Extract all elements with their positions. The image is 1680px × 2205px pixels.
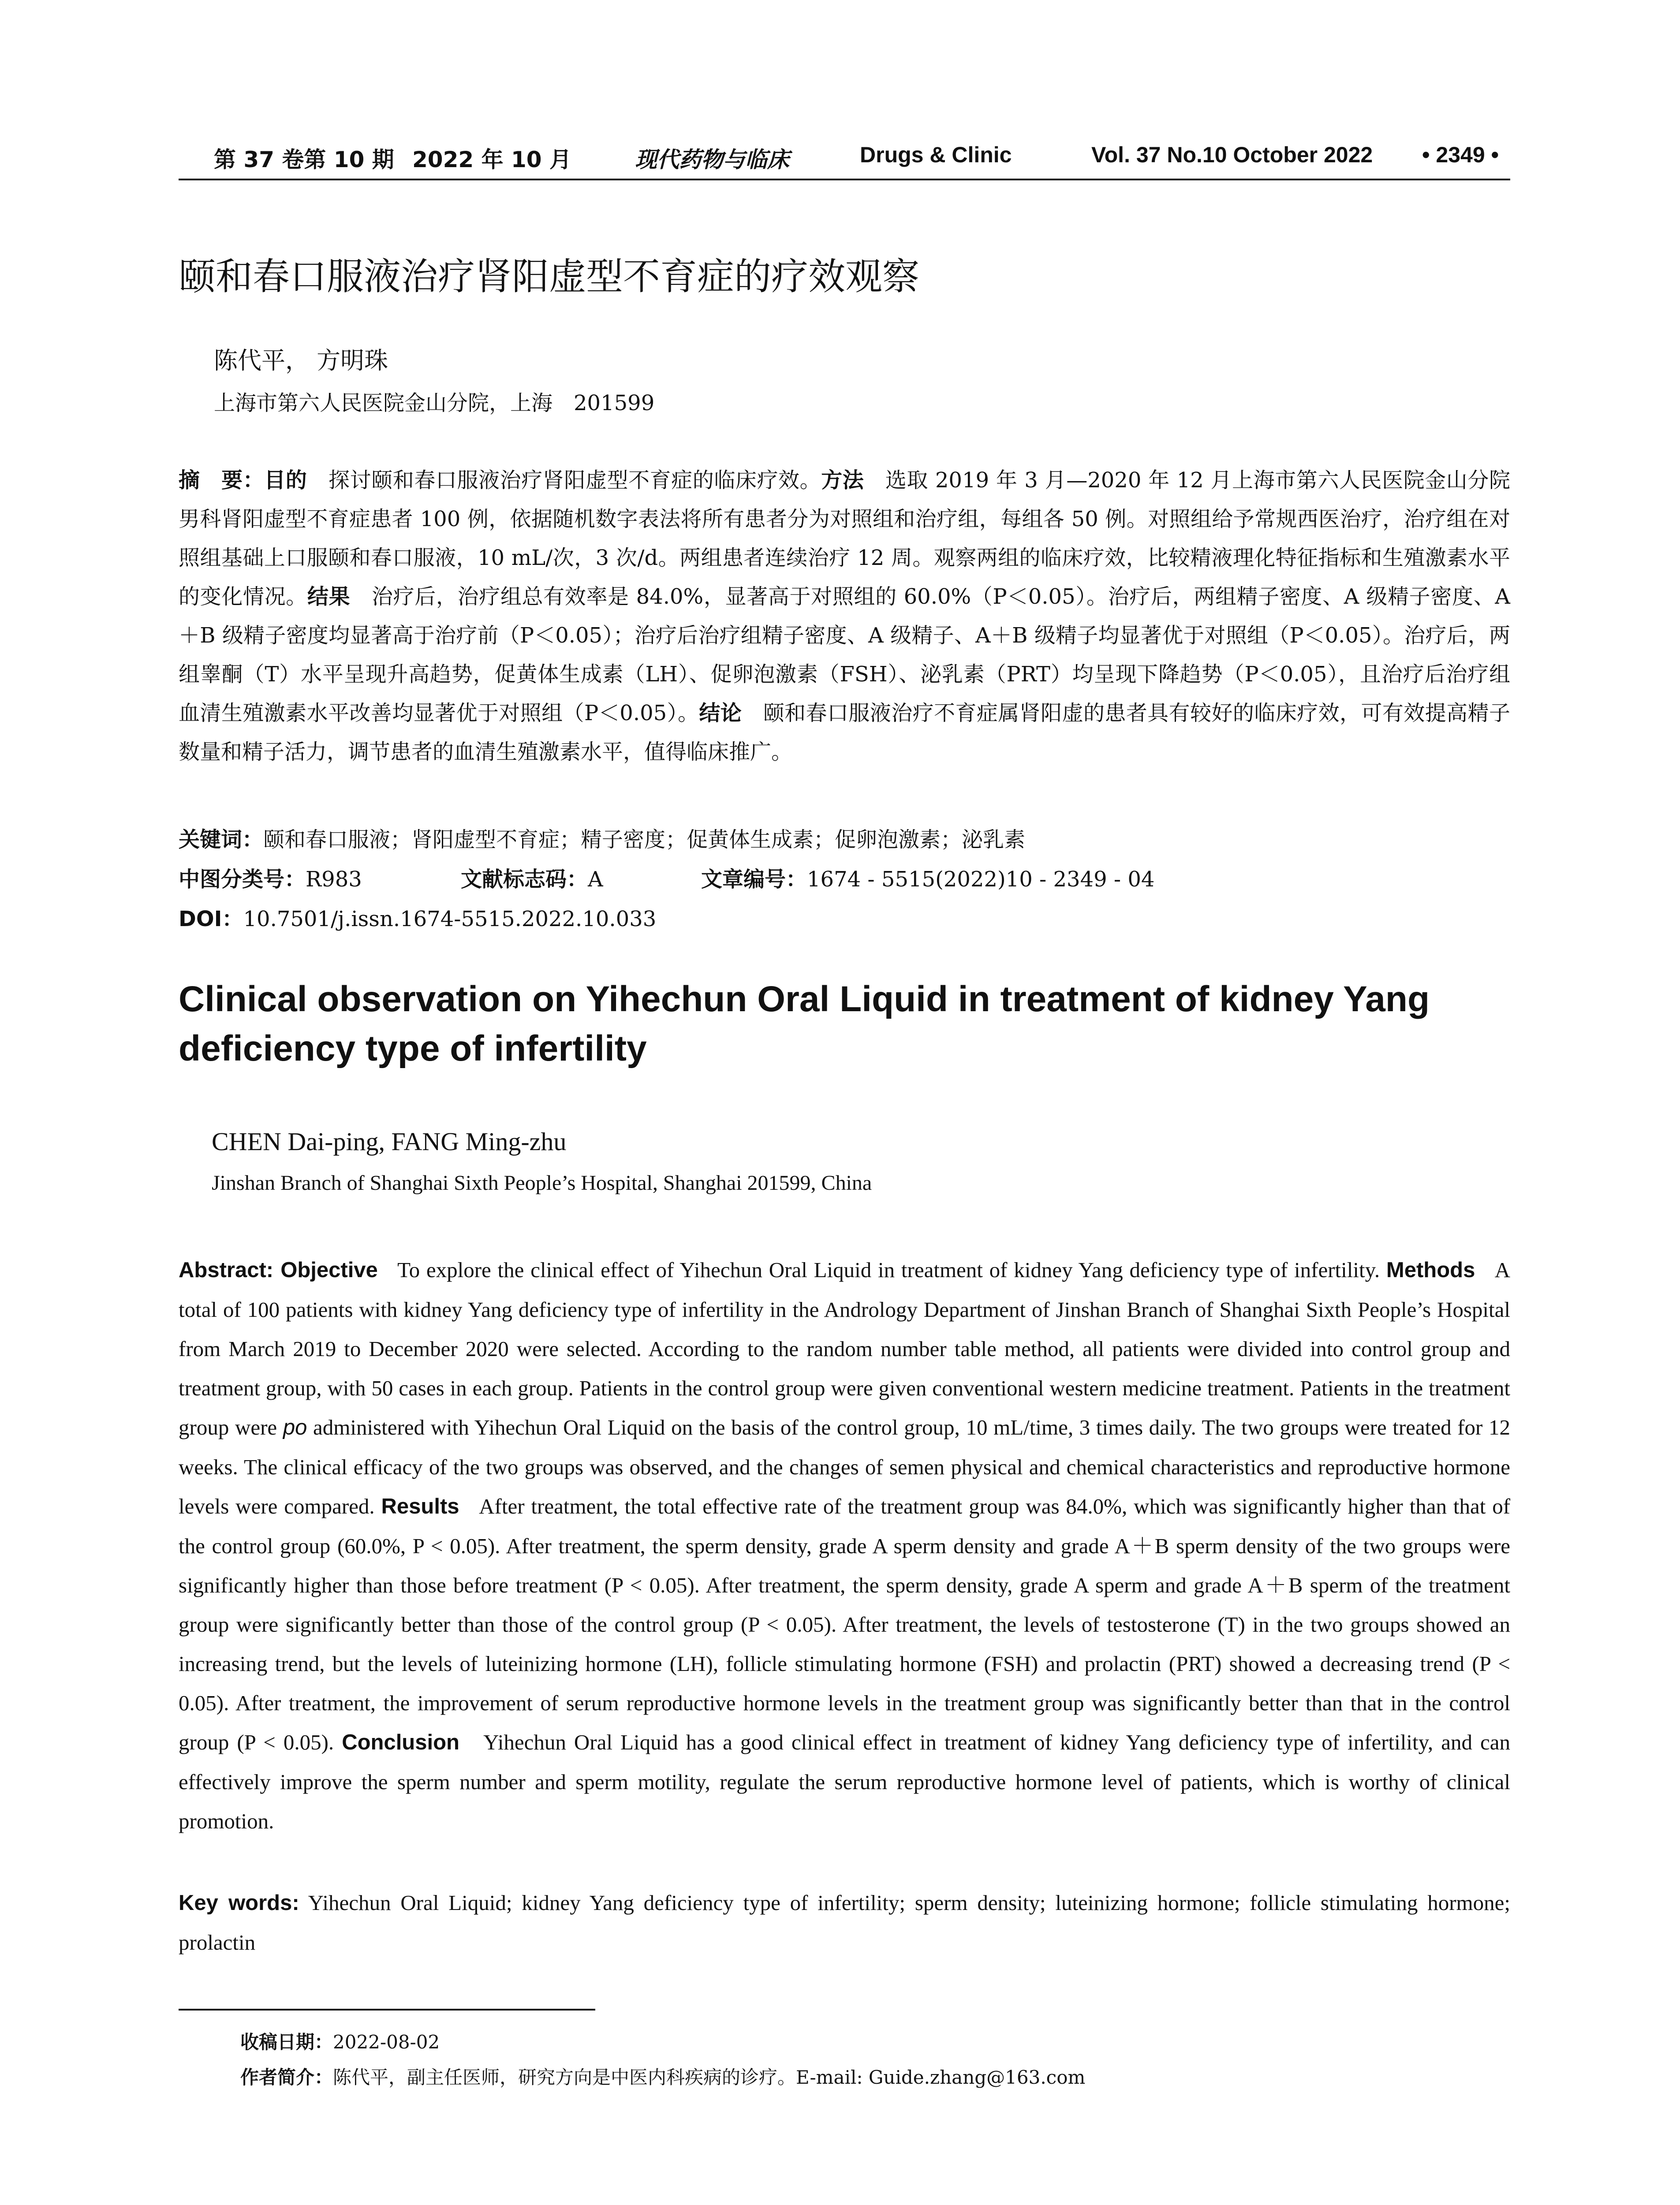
cn-conclusion-text: 颐和春口服液治疗不育症属肾阳虚的患者具有较好的临床疗效，可有效提高精子数量和精子活力，调节患者的血清生殖激素水平，值得临床推广。	[179, 701, 1510, 764]
cn-doi	[179, 902, 656, 932]
en-keywords-text: Yihechun Oral Liquid; kidney Yang deficiency type of infertility; sperm density; luteinizing hormone; follicle stimulating hormone; prolactin	[179, 1891, 1510, 1955]
en-keywords	[179, 1883, 1510, 1962]
article-no-value: 1674 - 5515(2022)10 - 2349 - 04	[807, 867, 1155, 892]
received-label: 收稿日期：	[240, 2031, 333, 2053]
en-conclusion-label: Conclusion	[342, 1730, 459, 1754]
cn-title: 颐和春口服液治疗肾阳虚型不育症的疗效观察	[179, 255, 920, 298]
en-methods-po: po	[283, 1416, 307, 1439]
footnote-received	[240, 2028, 440, 2054]
doc-code-value: A	[588, 867, 603, 892]
cn-abstract-label: 摘 要：	[179, 468, 265, 493]
received-date: 2022-08-02	[333, 2031, 440, 2053]
cn-objective-text: 探讨颐和春口服液治疗肾阳虚型不育症的临床疗效。	[329, 468, 821, 493]
footnote-author	[240, 2063, 1085, 2089]
en-conclusion-text: Yihechun Oral Liquid has a good clinical effect in treatment of kidney Yang deficiency type of infertility, and can effectively improve the sperm number and sperm motility, regulate the serum reproductive hormone level of patients, which is worthy of clinical promotion.	[179, 1730, 1511, 1833]
running-header	[179, 142, 1510, 177]
footnote-rule	[179, 2009, 595, 2011]
header-rule	[179, 179, 1510, 180]
doi-value: 10.7501/j.issn.1674-5515.2022.10.033	[243, 907, 657, 931]
cn-keywords-text: 颐和春口服液；肾阳虚型不育症；精子密度；促黄体生成素；促卵泡激素；泌乳素	[263, 827, 1026, 852]
cn-conclusion-label: 结论	[699, 701, 742, 725]
en-authors: CHEN Dai-ping, FANG Ming-zhu	[212, 1127, 567, 1156]
en-abstract-label: Abstract: Objective	[179, 1258, 378, 1282]
en-results-text: After treatment, the total effective rate of the treatment group was 84.0%, which was significantly higher than that of the control group (60.0%, P < 0.05). After treatment, the sperm density, grade A sperm density and grade A＋B sperm density of the two groups were significantly higher than those before treatment (P < 0.05). After treatment, the sperm density, grade A sperm and grade A＋B sperm of the treatment group were significantly better than those of the control group (P < 0.05). After treatment, the levels of testosterone (T) in the two groups showed an increasing trend, but the levels of luteinizing hormone (LH), follicle stimulating hormone (FSH) and prolactin (PRT) showed a decreasing trend (P < 0.05). After treatment, the improvement of serum reproductive hormone levels in the treatment group was significantly better than that in the control group (P < 0.05).	[179, 1494, 1511, 1754]
doi-label: DOI：	[179, 907, 243, 931]
cn-methods-text: 选取 2019 年 3 月—2020 年 12 月上海市第六人民医院金山分院男科肾阳虚型不育症患者 100 例，依据随机数字表法将所有患者分为对照组和治疗组，每组各 50 例。对照组给予常规西医治疗，治疗组在对照组基础上口服颐和春口服液，10 mL/次，3 次/d。两组患者连续治疗 12 周。观察两组的临床疗效，比较精液理化特征指标和生殖激素水平的变化情况。	[179, 468, 1510, 609]
cn-affiliation: 上海市第六人民医院金山分院，上海 201599	[214, 391, 655, 415]
en-objective-text: To explore the clinical effect of Yihechun Oral Liquid in treatment of kidney Yang deficiency type of infertility.	[397, 1258, 1380, 1282]
en-keywords-label: Key words:	[179, 1891, 299, 1915]
cn-classification	[179, 862, 1155, 893]
cn-results-text: 治疗后，治疗组总有效率是 84.0%，显著高于对照组的 60.0%（P＜0.05）。治疗后，两组精子密度、A 级精子密度、A＋B 级精子密度均显著高于治疗前（P＜0.05）；治疗后治疗组精子密度、A 级精子、A＋B 级精子均显著优于对照组（P＜0.05）。治疗后，两组睾酮（T）水平呈现升高趋势，促黄体生成素（LH）、促卵泡激素（FSH）、泌乳素（PRT）均呈现下降趋势（P＜0.05），且治疗后治疗组血清生殖激素水平改善均显著优于对照组（P＜0.05）。	[179, 584, 1510, 725]
author-bio-text: 陈代平，副主任医师，研究方向是中医内科疾病的诊疗。E-mail: Guide.zhang@163.com	[333, 2067, 1086, 2088]
en-methods-text-b: administered with Yihechun Oral Liquid on the basis of the control group, 10 mL/time, 3 times daily. The two groups were treated for 12 weeks. The clinical efficacy of the two groups was observed, and the changes of semen physical and chemical characteristics and reproductive hormone levels were compared.	[179, 1415, 1511, 1518]
clc-value: R983	[306, 867, 362, 892]
cn-results-label: 结果	[307, 584, 351, 609]
en-title: Clinical observation on Yihechun Oral Liquid in treatment of kidney Yang deficiency type of infertility	[179, 979, 1430, 1069]
en-methods-label: Methods	[1386, 1258, 1475, 1282]
journal-name-cn: 现代药物与临床	[635, 146, 789, 172]
author-bio-label: 作者简介：	[240, 2067, 333, 2088]
cn-objective-label: 目的	[264, 468, 307, 493]
cn-abstract	[179, 461, 1510, 771]
journal-name-en: Drugs & Clinic	[860, 142, 1012, 167]
volume-en: Vol. 37 No.10 October 2022	[1091, 142, 1373, 167]
cn-authors: 陈代平， 方明珠	[214, 347, 388, 374]
cn-methods-label: 方法	[821, 468, 864, 493]
en-results-label: Results	[381, 1495, 459, 1518]
clc-label: 中图分类号：	[179, 867, 306, 892]
article-no-label: 文章编号：	[701, 867, 807, 892]
volume-issue: 第 37 卷第 10 期	[214, 147, 394, 172]
cn-keywords-label: 关键词：	[179, 827, 264, 852]
en-methods-text-a: A total of 100 patients with kidney Yang deficiency type of infertility in the Andrology Department of Jinshan Branch of Shanghai Sixth People’s Hospital from March 2019 to December 2020 were selected. According to the random number table method, all patients were divided into control group and treatment group, with 50 cases in each group. Patients in the control group were given conventional western medicine treatment. Patients in the treatment group were	[179, 1258, 1511, 1439]
issue-date: 2022 年 10 月	[412, 147, 571, 172]
en-abstract	[179, 1250, 1510, 1841]
doc-code-label: 文献标志码：	[461, 867, 588, 892]
page-number: • 2349 •	[1422, 142, 1499, 167]
en-affiliation: Jinshan Branch of Shanghai Sixth People’s Hospital, Shanghai 201599, China	[212, 1171, 872, 1195]
cn-keywords	[179, 822, 1025, 853]
